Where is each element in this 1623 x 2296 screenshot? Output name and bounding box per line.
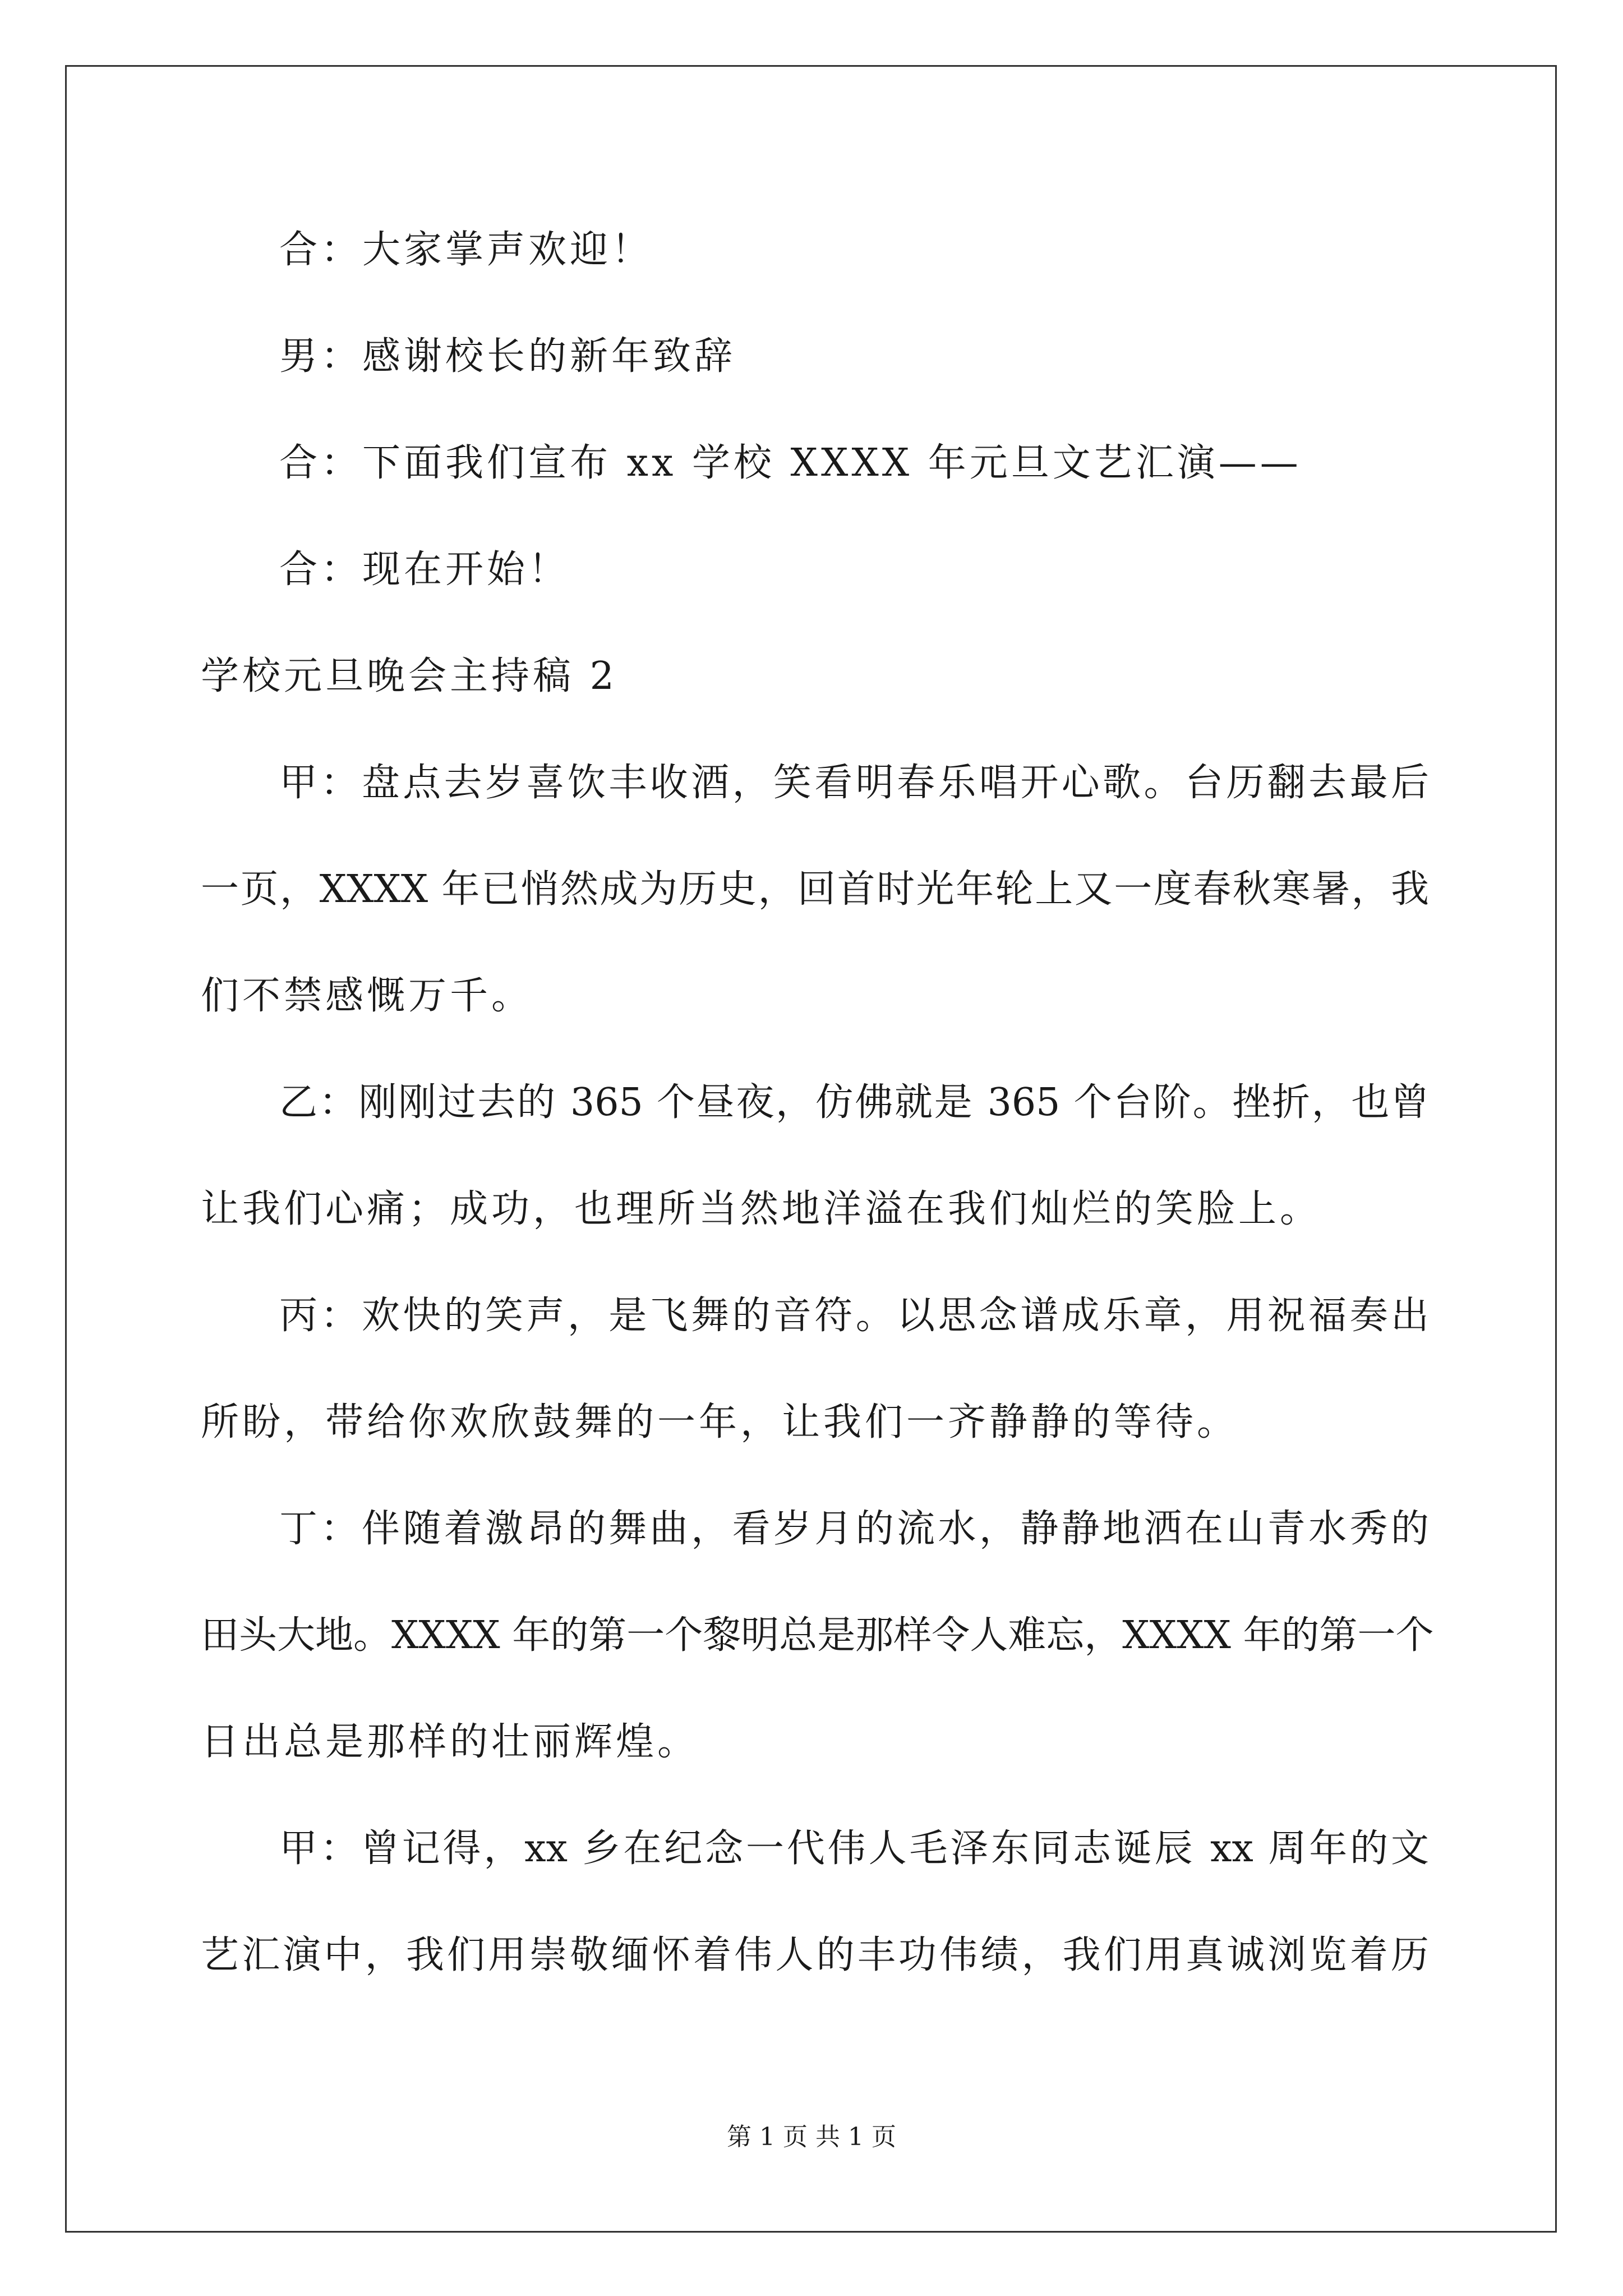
paragraph-line: 田头大地。XXXX 年的第一个黎明总是那样令人难忘，XXXX 年的第一个 [201,1613,1434,1658]
page-frame [65,65,1557,2233]
paragraph-line: 让我们心痛；成功，也理所当然地洋溢在我们灿烂的笑脸上。 [201,1187,1322,1231]
paragraph-line: 艺汇演中，我们用崇敬缅怀着伟人的丰功伟绩，我们用真诚浏览着历 [201,1933,1429,1977]
paragraph-line: 男：感谢校长的新年致辞 [279,334,736,379]
paragraph-line: 丁：伴随着激昂的舞曲，看岁月的流水，静静地洒在山青水秀的 [279,1507,1429,1551]
page-footer: 第 1 页 共 1 页 [727,2123,896,2151]
paragraph-line: 合：大家掌声欢迎！ [279,228,653,272]
paragraph-line: 合：下面我们宣布 xx 学校 XXXX 年元旦文艺汇演—— [279,441,1302,485]
paragraph-line: 丙：欢快的笑声，是飞舞的音符。以思念谱成乐章，用祝福奏出 [279,1294,1429,1338]
paragraph-line: 们不禁感慨万千。 [201,974,533,1018]
paragraph-line: 乙：刚刚过去的 365 个昼夜，仿佛就是 365 个台阶。挫折，也曾 [279,1080,1429,1125]
paragraph-line: 合：现在开始！ [279,547,570,592]
paragraph-line: 甲：曾记得，xx 乡在纪念一代伟人毛泽东同志诞辰 xx 周年的文 [279,1826,1429,1871]
paragraph-line: 日出总是那样的壮丽辉煌。 [201,1720,699,1764]
paragraph-line: 一页，XXXX 年已悄然成为历史，回首时光年轮上又一度春秋寒暑，我 [201,867,1429,912]
section-heading: 学校元旦晚会主持稿 2 [201,654,617,698]
paragraph-line: 甲：盘点去岁喜饮丰收酒，笑看明春乐唱开心歌。台历翻去最后 [279,761,1429,805]
paragraph-line: 所盼，带给你欢欣鼓舞的一年，让我们一齐静静的等待。 [201,1400,1239,1444]
